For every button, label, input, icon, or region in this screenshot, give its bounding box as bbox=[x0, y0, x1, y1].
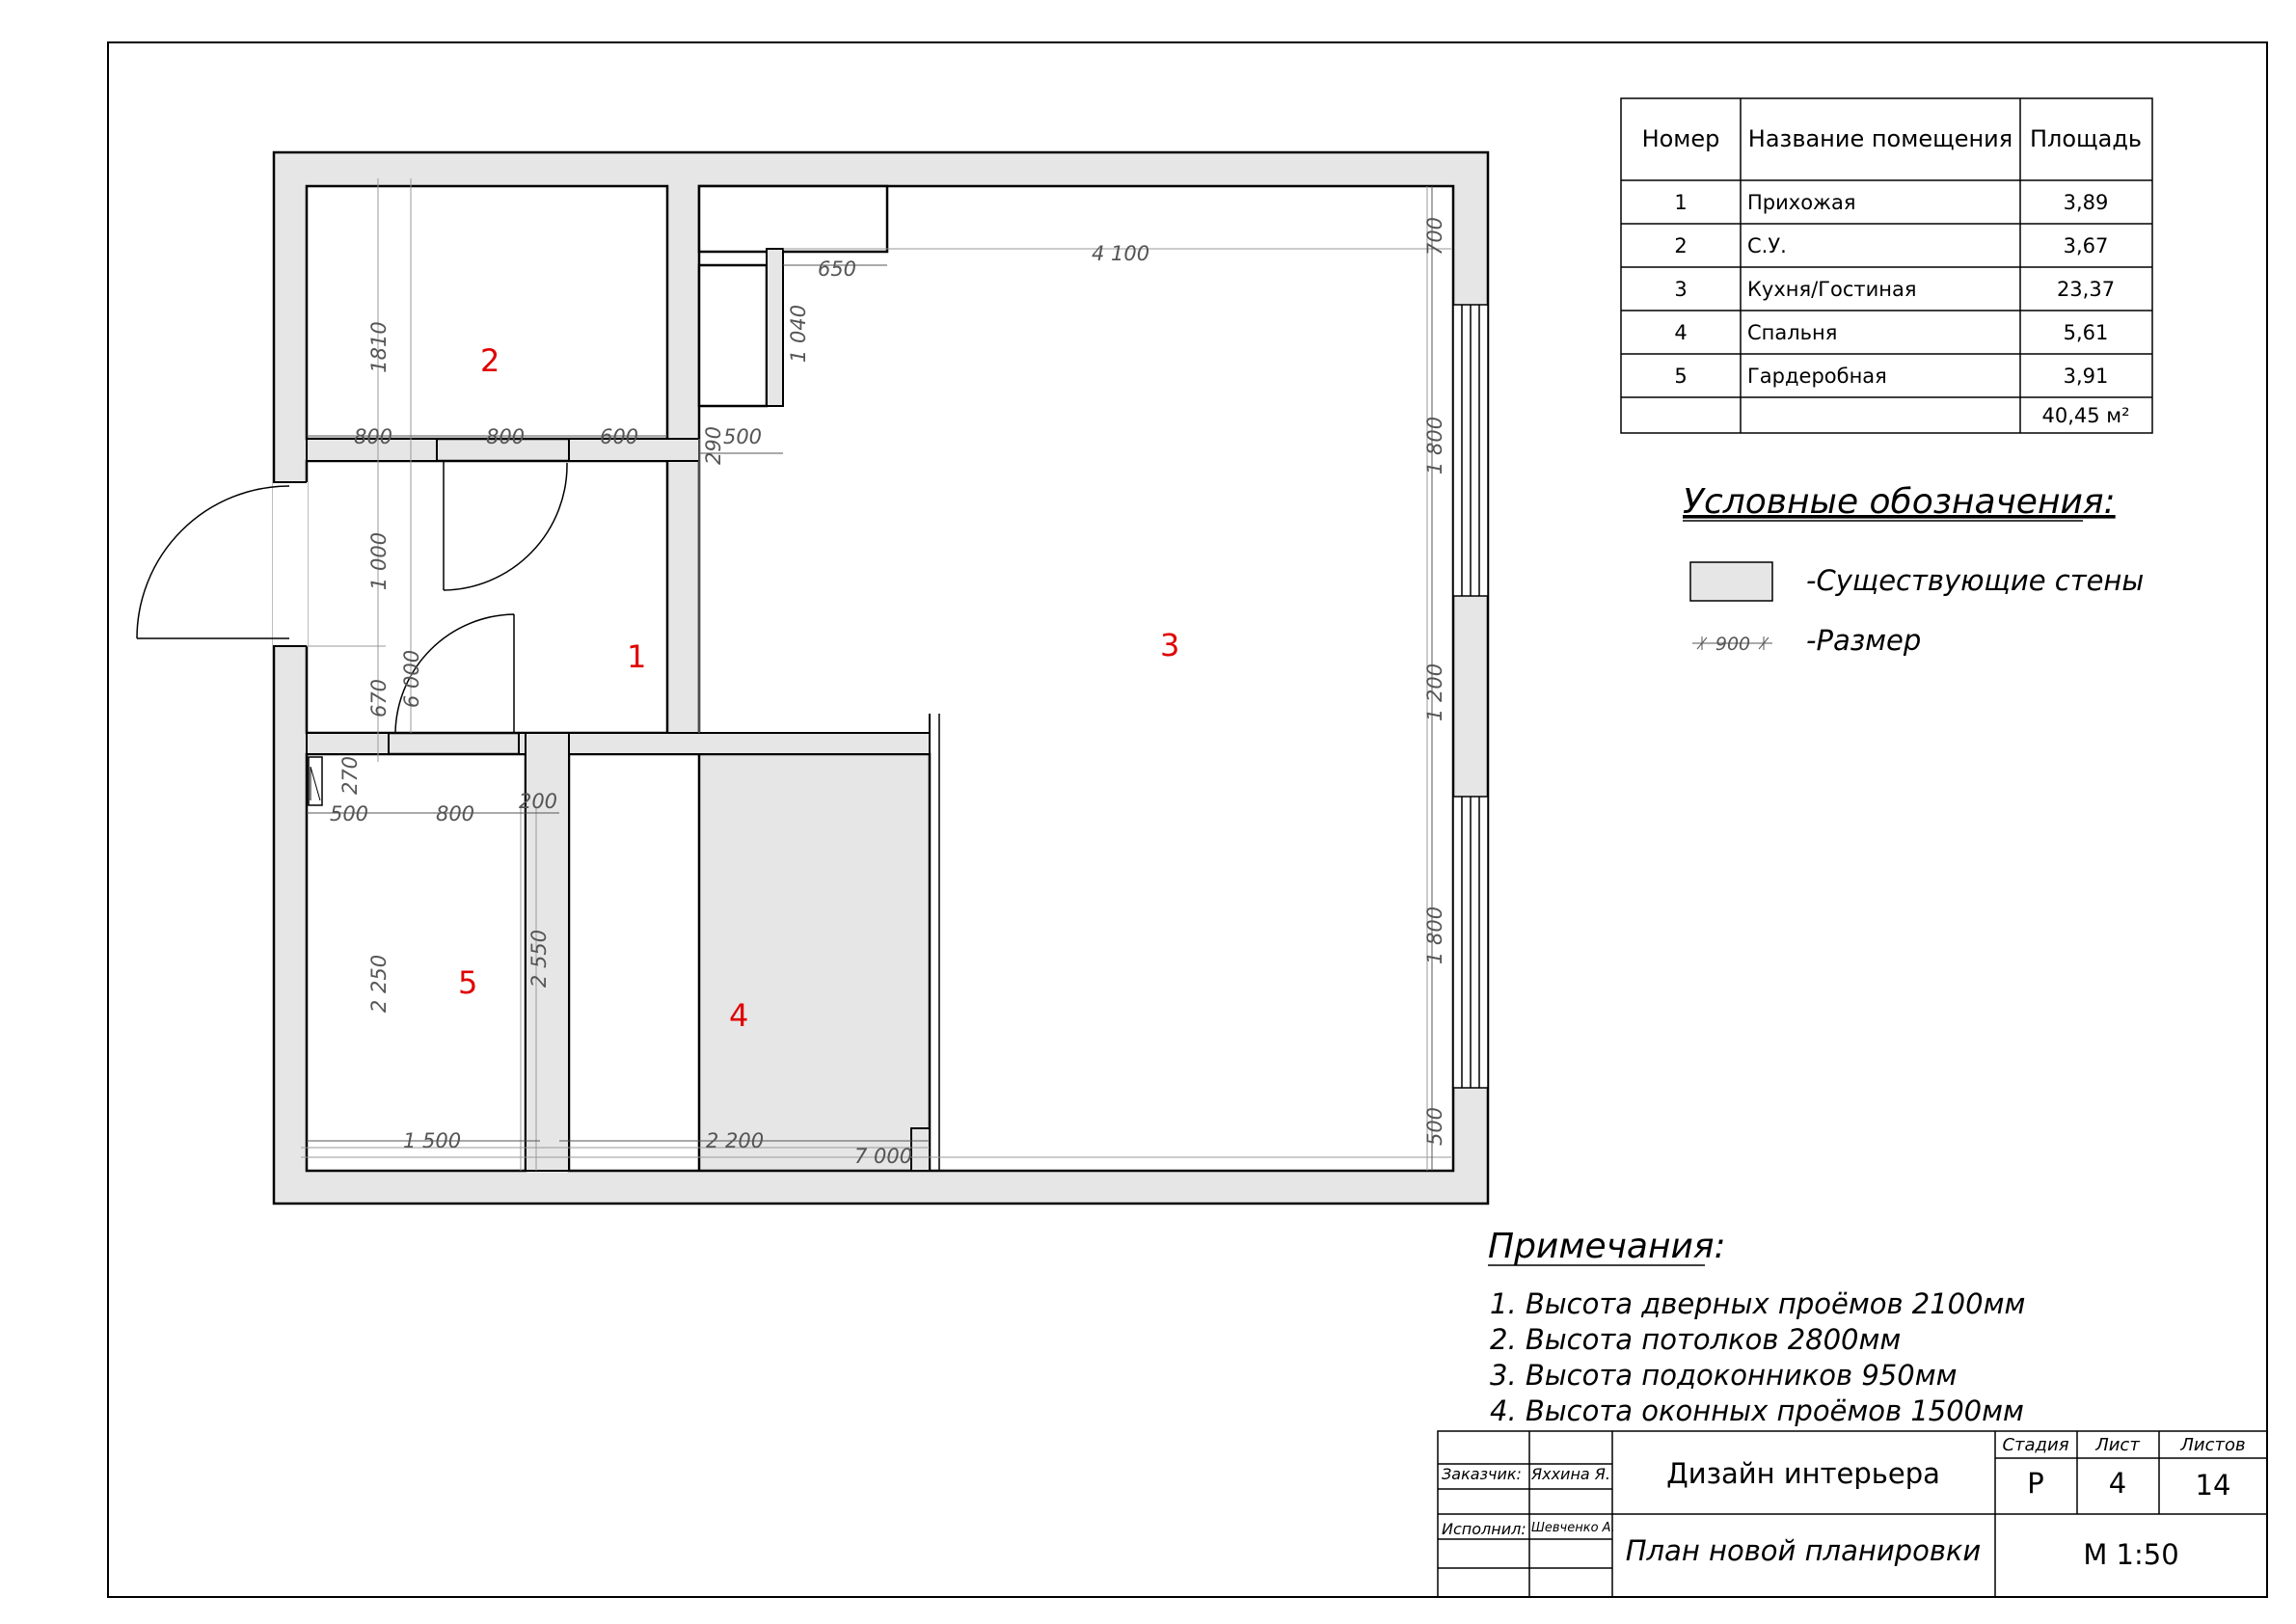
notes bbox=[1488, 1227, 2025, 1427]
legend-wall-swatch bbox=[1690, 562, 1772, 601]
room-label-5: 5 bbox=[458, 964, 478, 1001]
table-row-1-area: 3,89 bbox=[2063, 191, 2109, 214]
legend-dimension-label: -Размер bbox=[1806, 624, 1922, 657]
legend-walls-label: -Существующие стены bbox=[1806, 564, 2145, 597]
dim-500-c: 500 bbox=[1423, 1106, 1446, 1147]
tb-performer: Шевченко А. bbox=[1531, 1521, 1615, 1535]
room-table bbox=[1621, 98, 2152, 433]
table-row-5-area: 3,91 bbox=[2063, 365, 2109, 388]
dim-6000: 6 000 bbox=[400, 649, 423, 709]
existing-walls bbox=[274, 152, 1488, 1204]
dim-2550: 2 550 bbox=[527, 929, 551, 988]
note-4: 4. Высота оконных проёмов 1500мм bbox=[1490, 1394, 2024, 1427]
dim-800-b: 800 bbox=[485, 425, 526, 448]
dim-500-b: 500 bbox=[329, 802, 369, 826]
dim-1810: 1810 bbox=[367, 321, 391, 373]
tb-sheet: 4 bbox=[2108, 1467, 2127, 1500]
table-total-area: 40,45 м² bbox=[2041, 404, 2130, 427]
dim-270: 270 bbox=[338, 755, 362, 796]
dim-1500: 1 500 bbox=[402, 1129, 462, 1152]
table-row-4-name: Спальня bbox=[1747, 321, 1838, 344]
table-row-1-name: Прихожая bbox=[1747, 191, 1856, 214]
dim-1800-b: 1 800 bbox=[1423, 906, 1446, 965]
table-row-3-area: 23,37 bbox=[2056, 278, 2116, 301]
table-header-name: Название помещения bbox=[1747, 125, 2013, 152]
wc-door-swing bbox=[444, 461, 567, 590]
dim-1000: 1 000 bbox=[367, 531, 391, 591]
tb-stage: Р bbox=[2027, 1467, 2044, 1500]
dim-670: 670 bbox=[367, 678, 391, 718]
table-row-3-num: 3 bbox=[1674, 278, 1688, 301]
kitchen-unit-side bbox=[699, 265, 767, 406]
tb-sheets: 14 bbox=[2195, 1469, 2231, 1502]
note-2: 2. Высота потолков 2800мм bbox=[1490, 1323, 1902, 1356]
wall-hall-bottom-left bbox=[307, 733, 389, 754]
legend bbox=[1683, 482, 2144, 657]
dim-290: 290 bbox=[702, 425, 725, 466]
dim-650: 650 bbox=[817, 257, 857, 281]
room-label-2: 2 bbox=[480, 342, 500, 379]
kitchen-unit-top bbox=[699, 186, 887, 252]
table-header-number: Номер bbox=[1641, 125, 1720, 152]
tb-sheet-label: Лист bbox=[2095, 1435, 2140, 1455]
window-lower bbox=[1453, 797, 1488, 1088]
table-row-1-num: 1 bbox=[1674, 191, 1688, 214]
tb-stage-label: Стадия bbox=[2002, 1435, 2069, 1455]
wall-hall-bottom-right bbox=[519, 733, 930, 754]
table-row-2-name: С.У. bbox=[1747, 234, 1787, 257]
tb-customer: Яххина Я. bbox=[1531, 1465, 1611, 1483]
table-row-4-num: 4 bbox=[1674, 321, 1688, 344]
notes-title: Примечания: bbox=[1488, 1227, 1726, 1266]
tb-project: Дизайн интерьера bbox=[1666, 1457, 1940, 1490]
table-row-2-num: 2 bbox=[1674, 234, 1688, 257]
tb-sheets-label: Листов bbox=[2180, 1435, 2246, 1455]
dim-600: 600 bbox=[599, 425, 639, 448]
title-block bbox=[1438, 1431, 2267, 1597]
window-upper bbox=[1453, 305, 1488, 596]
dim-4100: 4 100 bbox=[1091, 242, 1150, 265]
note-1: 1. Высота дверных проёмов 2100мм bbox=[1490, 1287, 2026, 1320]
tb-performer-label: Исполнил: bbox=[1442, 1520, 1526, 1538]
dim-200: 200 bbox=[518, 790, 558, 813]
dim-800-a: 800 bbox=[353, 425, 393, 448]
table-header-area: Площадь bbox=[2029, 125, 2143, 152]
table-row-5-name: Гардеробная bbox=[1747, 365, 1887, 388]
dim-7000: 7 000 bbox=[853, 1145, 913, 1168]
entrance-opening bbox=[273, 482, 308, 646]
entrance-door-swing bbox=[137, 482, 289, 638]
dim-2200: 2 200 bbox=[705, 1129, 765, 1152]
dim-1800-a: 1 800 bbox=[1423, 416, 1446, 475]
kitchen-wall-stub bbox=[767, 249, 783, 406]
pantry-shelf-symbol-mark bbox=[311, 767, 320, 800]
partition-post bbox=[911, 1128, 930, 1171]
legend-dim-sample: 900 bbox=[1715, 634, 1751, 655]
floor-plan bbox=[137, 152, 1488, 1204]
room-label-4: 4 bbox=[729, 997, 749, 1034]
tb-customer-label: Заказчик: bbox=[1442, 1465, 1522, 1483]
legend-title: Условные обозначения: bbox=[1683, 482, 2116, 522]
table-row-4-area: 5,61 bbox=[2063, 321, 2109, 344]
dim-1200: 1 200 bbox=[1423, 663, 1446, 722]
dim-2250: 2 250 bbox=[367, 954, 391, 1014]
room-label-1: 1 bbox=[627, 638, 647, 675]
table-row-3-name: Кухня/Гостиная bbox=[1747, 278, 1917, 301]
dim-800-c: 800 bbox=[435, 802, 475, 826]
tb-scale: М 1:50 bbox=[2083, 1538, 2179, 1571]
dim-1040: 1 040 bbox=[787, 304, 810, 364]
tb-drawing: План новой планировки bbox=[1625, 1534, 1982, 1567]
table-row-2-area: 3,67 bbox=[2063, 234, 2109, 257]
note-3: 3. Высота подоконников 950мм bbox=[1490, 1359, 1958, 1392]
table-row-5-num: 5 bbox=[1674, 365, 1688, 388]
room-label-3: 3 bbox=[1160, 627, 1180, 663]
dim-500-a: 500 bbox=[722, 425, 763, 448]
dim-700: 700 bbox=[1423, 216, 1446, 257]
